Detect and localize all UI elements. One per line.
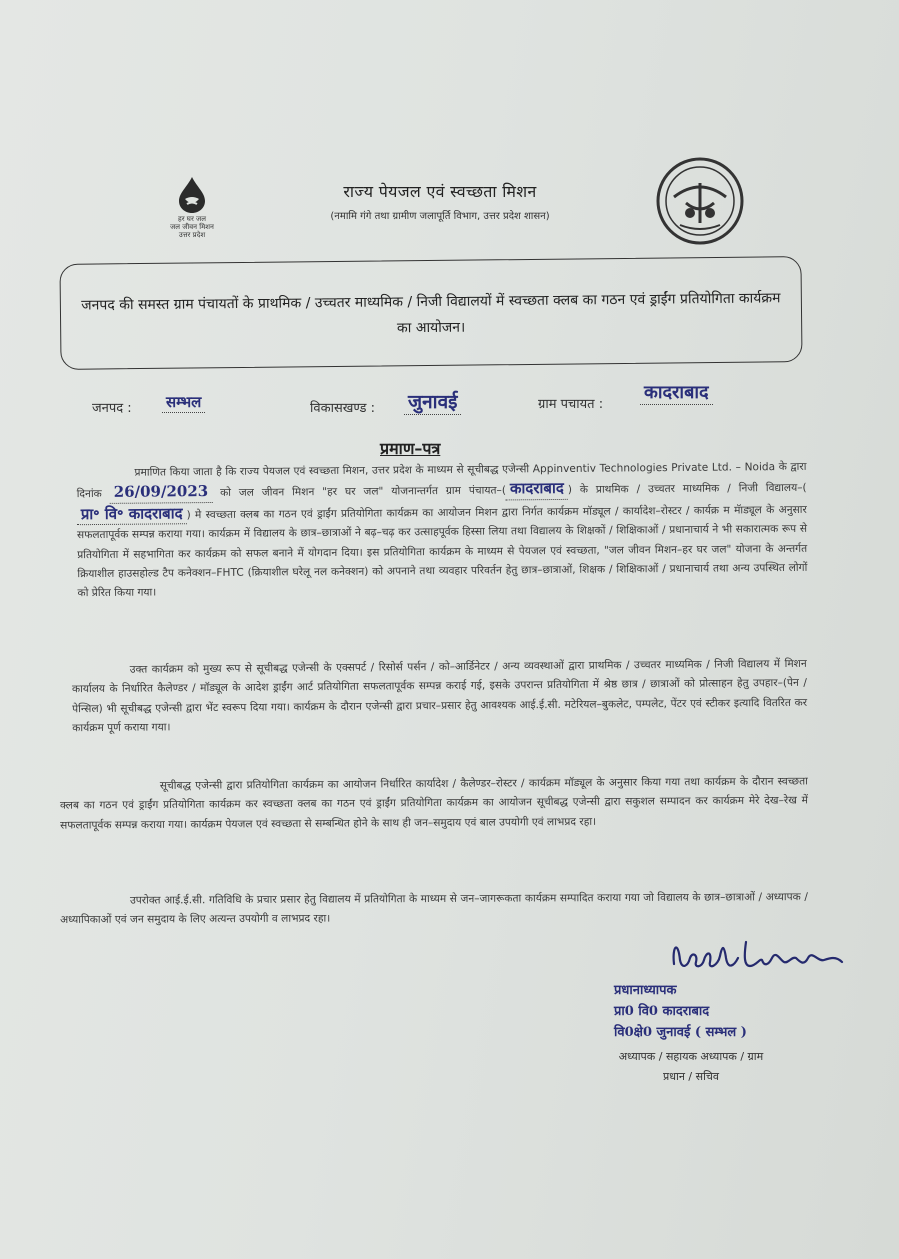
block-value: जुनावई [404,388,461,415]
logo-caption-2: जल जीवन मिशन [170,223,214,231]
para3-text: सूचीबद्ध एजेन्सी द्वारा प्रतियोगिता कार्यक्रम का आयोजन निर्धारित कार्यादेश / कैलेण्डर–रोस्टर / कार्यक्रम मॉड्यूल के अनुसार किया गया तथा कार्यक्रम के दौरान स्वच्छता क्लब का गठन एवं ड्राईंग प्रतियोगिता कार्यक्रम कर स्वच्छता क्लब का गठन एवं ड्राईंग प्रतियोगिता कार्यक्रम का आयोजन सूचीबद्ध एजेन्सी द्वारा सकुशल सम्पादन कर कार्यक्रम मेरे देख–रेख में सफलतापूर्वक सम्पन्न कराया गया। कार्यक्रम पेयजल एवं स्वच्छता से सम्बन्धित होने के साथ ही जन–समुदाय एवं बाल उपयोगी एवं लाभप्रद रहा। [59,775,809,832]
para1-part-d: ) मे स्वच्छता क्लब का गठन एवं ड्राईंग प्रतियोगिता कार्यक्रम का आयोजन मिशन द्वारा निर्गत कार्यक्रम मॉड्यूल / कार्यादेश–रोस्टर / कार्यक्र म मॅाड्यूल के अनुसार सफलतापूर्वक सम्पन्न कराया गया। कार्यक्रम में विद्यालय के छात्र–छात्राओं ने बढ़–चढ़ कर उत्साहपूर्वक हिस्सा लिया तथा विद्यालय के शिक्षकों / शिक्षिकाओं / प्रधानाचार्य ने भी सकारात्मक रूप से प्रतियोगिता में सहभागिता कर कार्यक्रम को सफल बनाने में योगदान दिया। इस प्रतियोगिता कार्यक्रम के माध्यम से पेयजल एवं स्वच्छता, "जल जीवन मिशन–हर घर जल" योजना के अन्तर्गत क्रियाशील हाउसहोल्ड टैप कनेक्शन–FHTC (क्रियाशील घरेलू नल कनेक्शन) को अपनाने तथा व्यवहार परिवर्तन हेतु छात्र–छात्राओं, शिक्षक / शिक्षिकाओं / प्रधानाचार्य तथा अन्य उपस्थित लोगों को प्रेरित किया गया। [76,503,808,600]
district-value: सम्भल [162,392,205,413]
water-drop-icon [175,175,209,215]
para4-text: उपरोक्त आई.ई.सी. गतिविधि के प्रचार प्रसार हेतु विद्यालय में प्रतियोगिता के माध्यम से जन–जागरूकता कार्यक्रम सम्पादित कराया गया जो विद्यालय के छात्र–छात्राओं / अध्यापक / अध्यापिकाओं एवं जन समुदाय के लिए अत्यन्त उपयोगी व लाभप्रद रहा। [60,891,808,927]
para1-part-a: प्रमाणित किया जाता है कि राज्य पेयजल एवं स्वच्छता मिशन, उत्तर प्रदेश के माध्यम से सूचीबद्ध एजेन्सी Appinventiv Technologies Private Ltd. – Noida के द्वारा दिनांक [76,460,807,501]
paragraph-4 [60,888,808,931]
school-value: प्रा॰ वि॰ कादराबाद [77,504,187,525]
mission-subtitle: (नमामि गंगे तथा ग्रामीण जलापूर्ति विभाग, उत्तर प्रदेश शासन) [330,211,550,222]
paragraph-1 [76,458,807,604]
mission-title: राज्य पेयजल एवं स्वच्छता मिशन [343,182,537,201]
para1-part-c: ) के प्राथमिक / उच्चतर माध्यमिक / निजी विद्यालय–( [567,482,807,497]
para2-text: उक्त कार्यक्रम को मुख्य रूप से सूचीबद्ध एजेन्सी के एक्सपर्ट / रिसोर्स पर्सन / को–आर्डिनेटर / अन्य व्यवस्थाओं द्वारा प्राथमिक / उच्चतर माध्यमिक / निजी विद्यालय में मिशन कार्यालय के निर्धारित कैलेण्डर / मॉड्यूल के आदेश ड्राईंग आर्ट प्रतियोगिता सफलतापूर्वक सम्पन्न कराई गई, इसके उपरान्त प्रतियोगिता में श्रेष्ठ छात्र / छात्राओं को प्रोत्साहन हेतु उपहार–(पेन / पेन्सिल) भी सूचीबद्ध एजेन्सी द्वारा भेंट स्वरूप दिया गया। कार्यक्रम के दौरान एजेन्सी द्वारा प्रचार–प्रसार हेतु आवश्यक आई.ई.सी. मटेरियल–बुकलेट, पम्पलेट, पेंटर एवं स्टीकर इत्यादि वितरित कर कार्यक्रम पूर्ण कराया गया। [71,657,808,735]
headmaster-stamp [614,980,814,1043]
up-government-seal-icon [656,157,744,245]
paragraph-3 [60,772,808,835]
program-date: 26/09/2023 [110,482,213,503]
topic-text: जनपद की समस्त ग्राम पंचायतों के प्राथमिक / उच्चतर माध्यमिक / निजी विद्यालयों में स्वच्छता क्लब का गठन एवं ड्राईंग प्रतियोगिता कार्यक्रम का आयोजन। [81,290,781,337]
designation-line-1: अध्यापक / सहायक अध्यापक / ग्राम [618,1050,764,1063]
block-label: विकासखण्ड : [310,401,376,416]
certificate-title: प्रमाण–पत्र [380,439,441,458]
stamp-line-1: प्रधानाध्यापक [614,983,677,998]
panchayat-value: कादराबाद [640,380,713,405]
district-label: जनपद : [92,401,132,416]
paragraph-2 [72,655,808,739]
gram-panchayat-value: कादराबाद [506,479,568,500]
para1-part-b: को जल जीवन मिशन "हर घर जल" योजनान्तर्गत ग्राम पंचायत–( [220,484,507,500]
logo-caption-3: उत्तर प्रदेश [178,231,206,239]
panchayat-label: ग्राम पचायत : [538,397,604,412]
designation-line-2: प्रधान / सचिव [662,1070,720,1083]
mission-header [270,180,610,222]
stamp-line-3: वि0क्षे0 जुनावई ( सम्भल ) [614,1025,747,1040]
har-ghar-jal-logo [162,175,222,239]
stamp-line-2: प्रा0 वि0 कादराबाद [614,1004,710,1019]
logo-caption-1: हर घर जल [178,215,206,223]
designation [586,1047,796,1087]
handwritten-signature [668,936,848,976]
